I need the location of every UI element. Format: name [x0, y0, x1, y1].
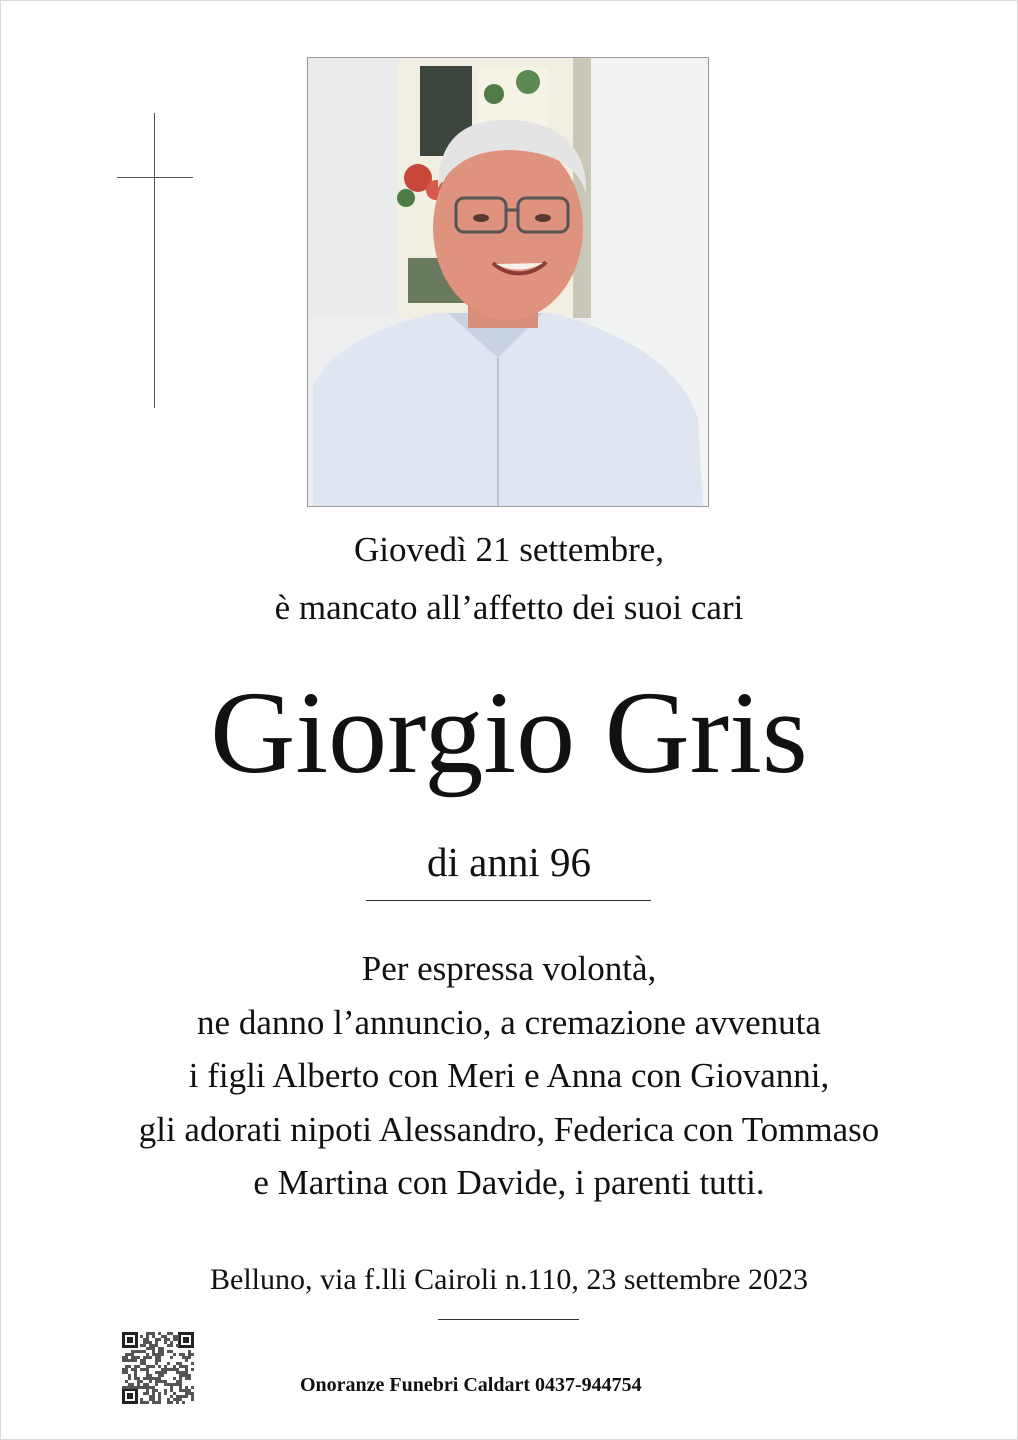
qr-code-icon[interactable] — [120, 1330, 196, 1406]
divider — [366, 900, 651, 901]
body-line: e Martina con Davide, i parenti tutti. — [253, 1163, 765, 1202]
announcement-body — [0, 942, 1018, 1210]
body-line: ne danno l’annuncio, a cremazione avvenuta — [197, 1002, 821, 1042]
body-line: Per espressa volontà, — [361, 949, 657, 988]
funeral-home-contact: Onoranze Funebri Caldart 0437-944754 — [300, 1374, 642, 1396]
deceased-name: Giorgio Gris — [210, 667, 808, 798]
intro-line-1: Giovedì 21 settembre, — [353, 530, 665, 569]
divider — [438, 1319, 579, 1320]
intro-line-2: è mancato all’affetto dei suoi cari — [274, 588, 744, 627]
age-line: di anni 96 — [427, 839, 591, 885]
portrait-photo — [307, 57, 709, 507]
place-and-date: Belluno, via f.lli Cairoli n.110, 23 settembre 2023 — [210, 1263, 808, 1296]
body-line: i figli Alberto con Meri e Anna con Giovanni, — [188, 1056, 830, 1095]
body-line: gli adorati nipoti Alessandro, Federica con Tommaso — [138, 1109, 880, 1149]
